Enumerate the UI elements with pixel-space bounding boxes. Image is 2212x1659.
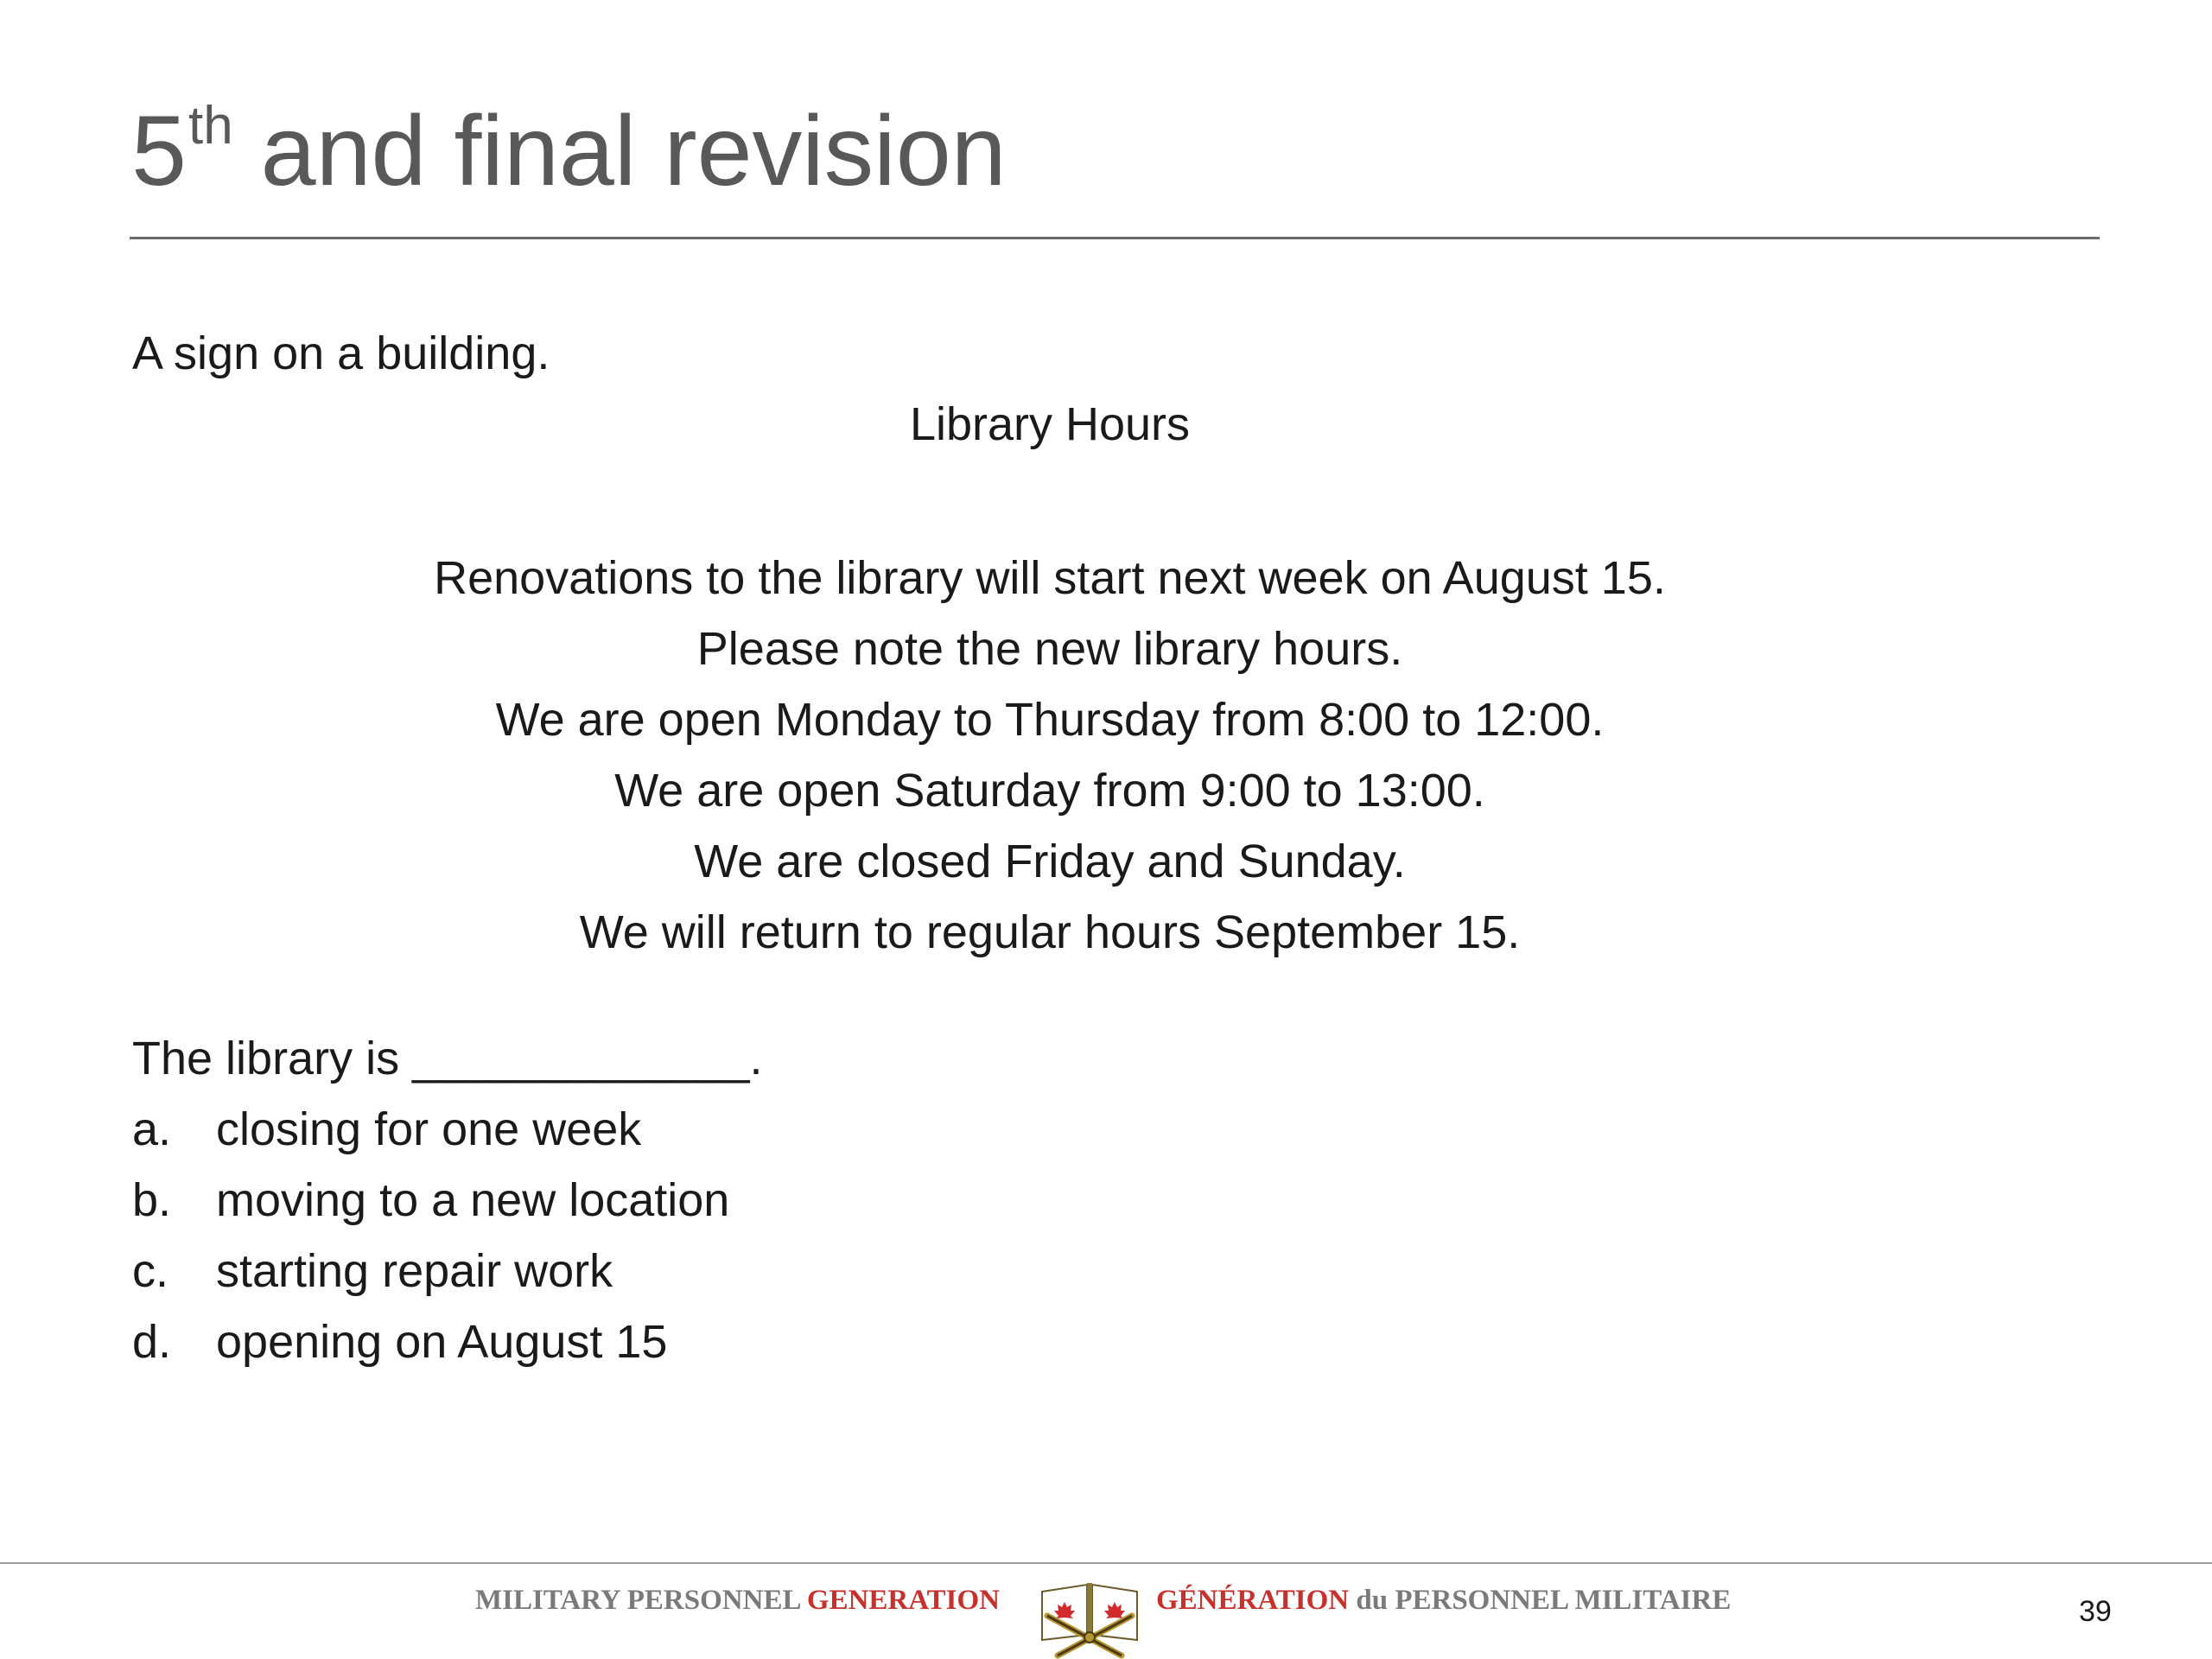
footer-fr-part3: PERSONNEL MILITAIRE: [1395, 1585, 1732, 1616]
answer-option-d: [132, 1316, 729, 1389]
footer-fr-part2: du: [1349, 1585, 1395, 1616]
footer-english-wordmark: [475, 1586, 1000, 1615]
answer-option-c: [132, 1245, 729, 1319]
option-text: opening on August 15: [216, 1316, 668, 1368]
question-stem: The library is _____________.: [132, 1033, 763, 1084]
footer-en-part2: GENERATION: [806, 1585, 1000, 1616]
option-letter: b.: [132, 1174, 172, 1226]
option-text: closing for one week: [216, 1103, 642, 1155]
sign-line: Renovations to the library will start next week on August 15.: [434, 552, 1666, 604]
sign-line: We are open Monday to Thursday from 8:00 to 12:00.: [495, 694, 1605, 746]
sign-line: We will return to regular hours September 15.: [579, 906, 1521, 958]
footer-en-part1: MILITARY PERSONNEL: [475, 1585, 807, 1616]
answer-option-b: [132, 1174, 730, 1248]
option-text: moving to a new location: [216, 1174, 730, 1226]
sign-line: We are closed Friday and Sunday.: [694, 836, 1406, 887]
answer-options: [132, 1103, 730, 1389]
slide-title: [131, 96, 1007, 207]
sign-line: Please note the new library hours.: [696, 623, 1403, 675]
page-number: 39: [2079, 1595, 2112, 1628]
answer-option-a: [132, 1103, 729, 1177]
footer-french-wordmark: [1156, 1586, 1731, 1615]
sign-line: We are open Saturday from 9:00 to 13:00.: [614, 765, 1485, 817]
option-letter: d.: [132, 1316, 172, 1368]
title-divider: [130, 237, 2100, 239]
option-letter: c.: [132, 1245, 169, 1297]
title-number: 5: [131, 96, 187, 207]
title-superscript: th: [188, 96, 233, 156]
option-letter: a.: [132, 1103, 172, 1155]
title-rest: and final revision: [232, 96, 1007, 207]
option-text: starting repair work: [216, 1245, 613, 1297]
sign-text-block: [0, 398, 2100, 968]
intro-text: A sign on a building.: [132, 327, 550, 379]
footer-divider: [0, 1562, 2212, 1564]
sign-heading: Library Hours: [909, 398, 1191, 450]
footer-fr-part1: GÉNÉRATION: [1156, 1585, 1350, 1616]
mpg-emblem-icon: [1035, 1566, 1144, 1659]
